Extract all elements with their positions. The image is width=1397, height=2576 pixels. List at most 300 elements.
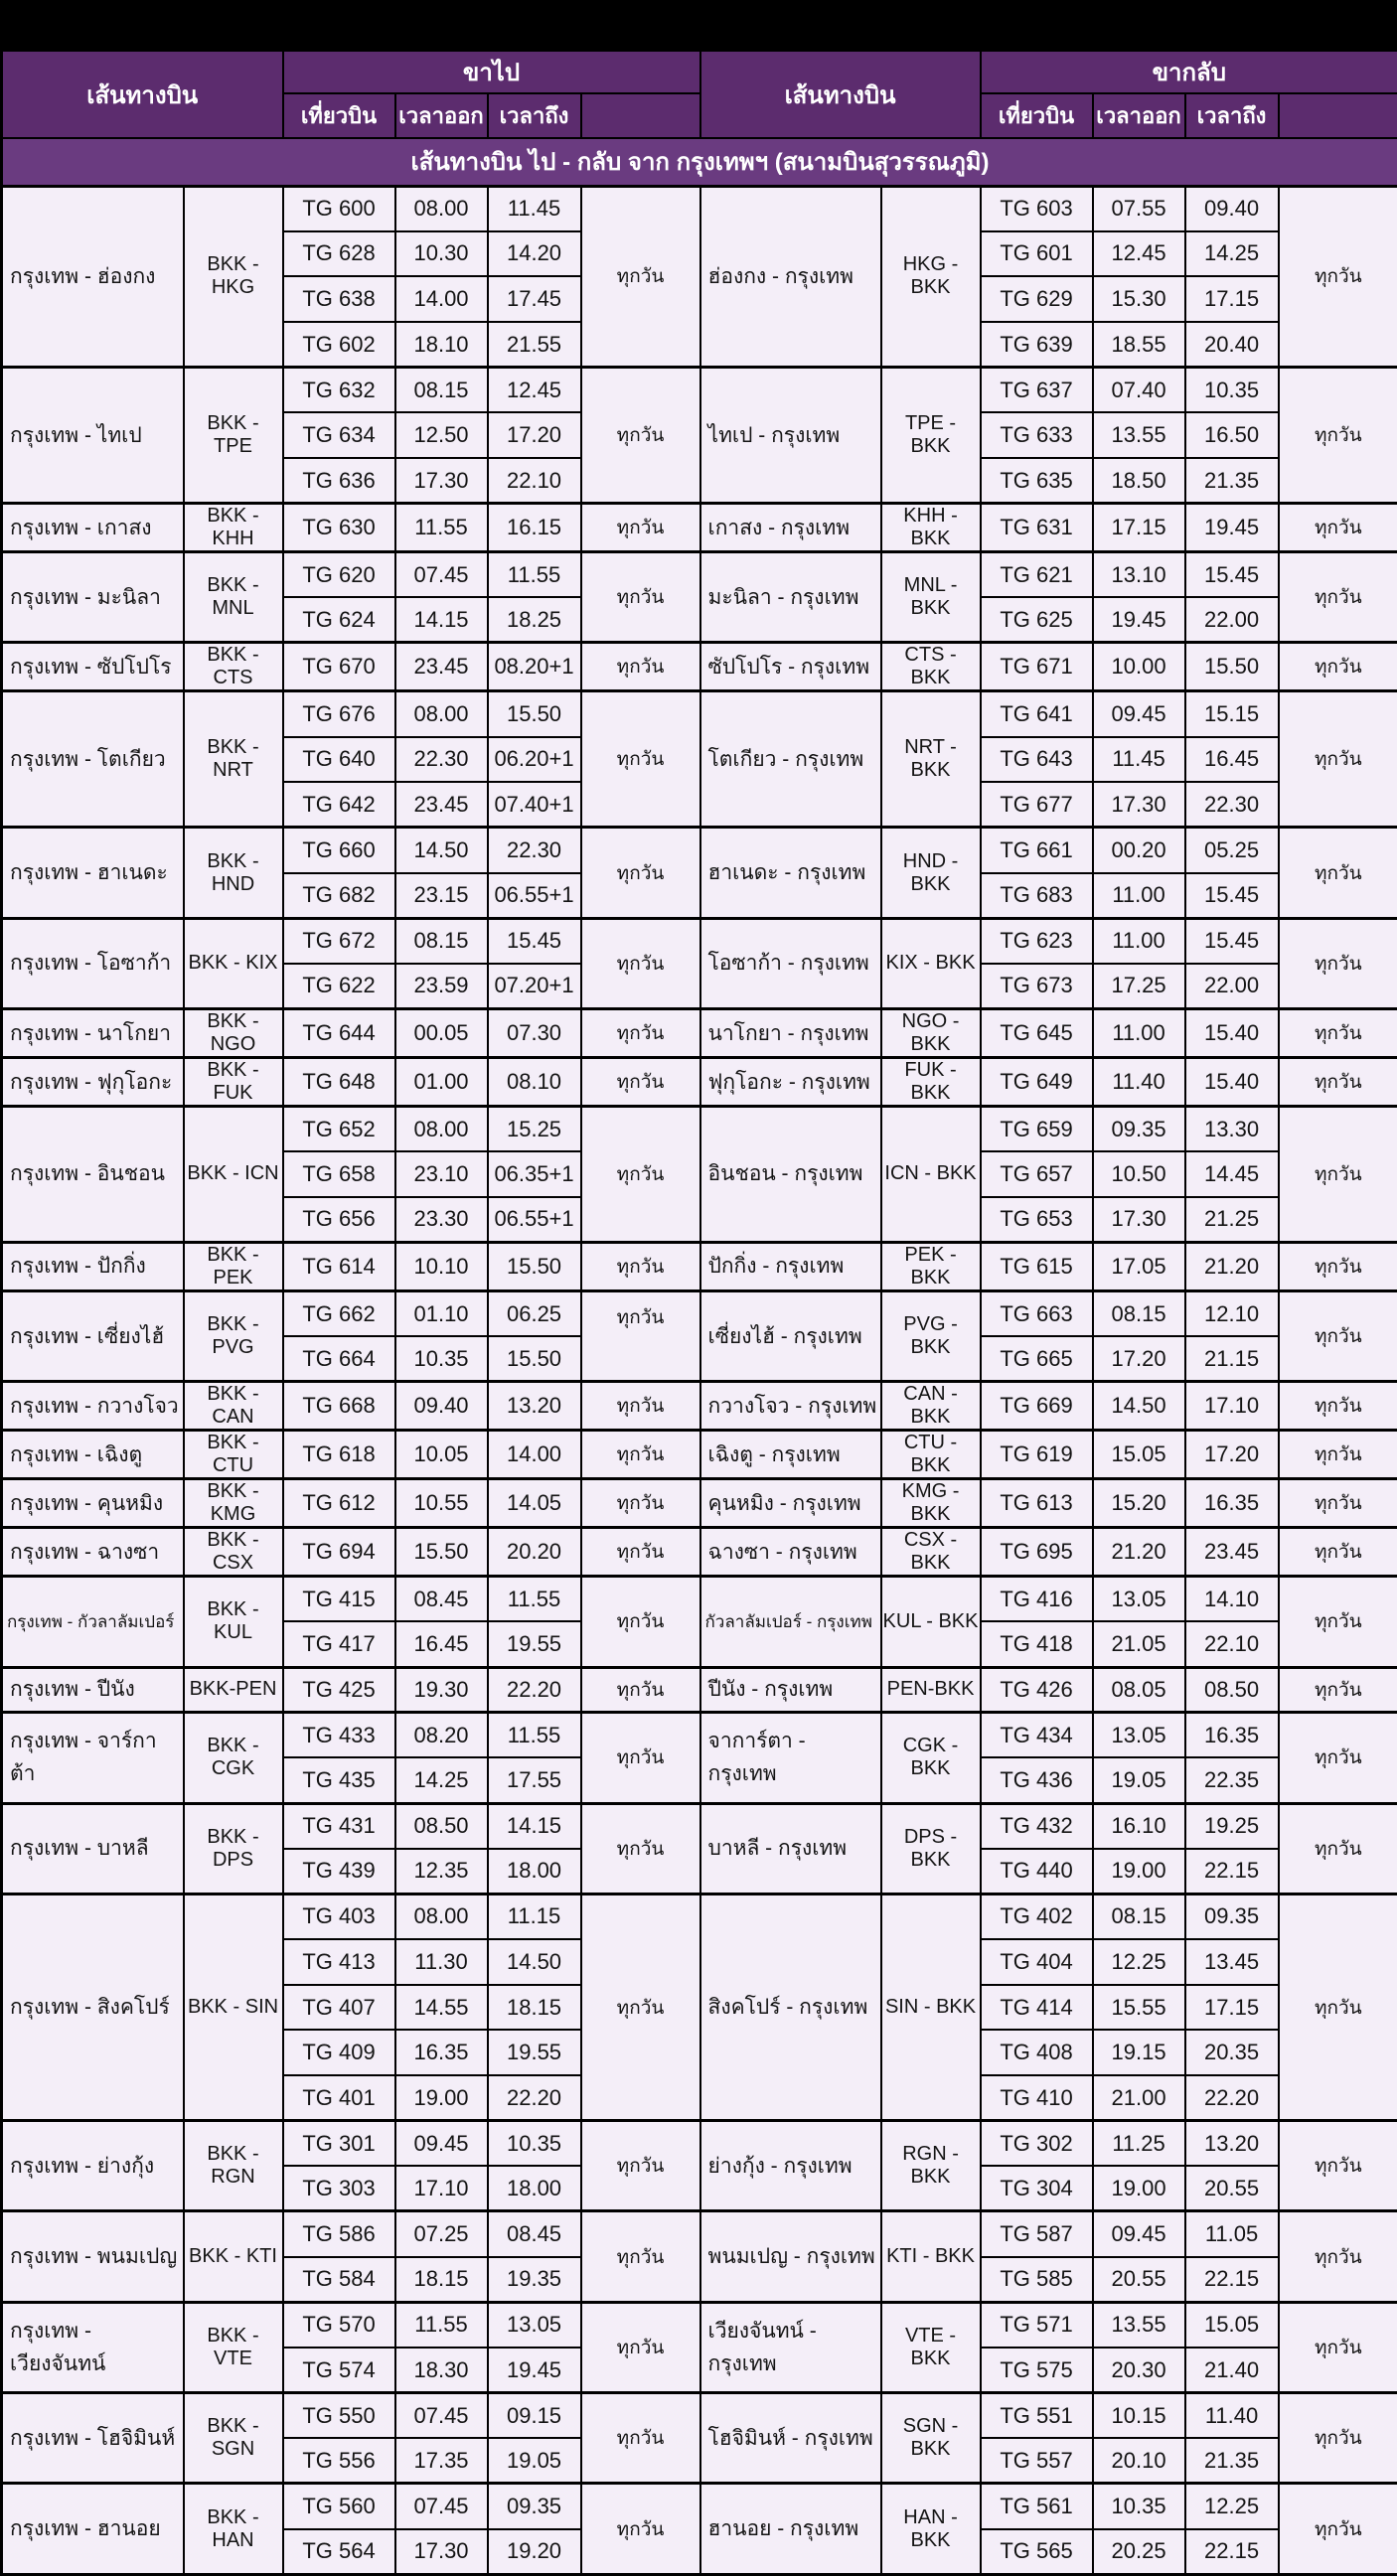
route-code-cell-return: CAN - BKK [881, 1382, 981, 1431]
route-cell-outbound: กรุงเทพ - สิงคโปร์ [2, 1894, 184, 2120]
arrive-time-cell: 08.50 [1185, 1667, 1279, 1713]
depart-time-cell: 09.45 [395, 2121, 488, 2167]
route-cell-return: ฮ่องกง - กรุงเทพ [700, 186, 881, 368]
arrive-time-cell: 21.55 [488, 322, 581, 368]
route-cell-outbound: กรุงเทพ - ฉางซา [2, 1528, 184, 1577]
route-code-cell-outbound: BKK - HND [184, 828, 283, 918]
route-cell-return: จาการ์ตา - กรุงเทพ [700, 1713, 881, 1803]
frequency-cell-outbound: ทุกวัน [581, 828, 700, 918]
arrive-time-cell: 22.20 [488, 1667, 581, 1713]
route-cell-return: กัวลาลัมเปอร์ - กรุงเทพ [700, 1577, 881, 1667]
arrive-time-cell: 22.00 [1185, 964, 1279, 1009]
flight-no-cell: TG 644 [283, 1009, 395, 1058]
flight-no-cell: TG 671 [981, 643, 1093, 691]
flight-no-cell: TG 642 [283, 782, 395, 828]
depart-time-cell: 10.30 [395, 231, 488, 277]
depart-time-cell: 23.59 [395, 964, 488, 1009]
route-cell-outbound: กรุงเทพ - เซี่ยงไฮ้ [2, 1290, 184, 1381]
route-cell-outbound: กรุงเทพ - ซัปโปโร [2, 643, 184, 691]
route-code-cell-return: MNL - BKK [881, 552, 981, 643]
timetable-row [2, 504, 1397, 552]
depart-time-cell: 16.45 [395, 1621, 488, 1667]
frequency-cell-return: ทุกวัน [1279, 1479, 1397, 1528]
frequency-cell-outbound: ทุกวัน [581, 2211, 700, 2302]
route-cell-outbound: กรุงเทพ - ฮ่องกง [2, 186, 184, 368]
depart-time-cell: 08.20 [395, 1713, 488, 1758]
depart-time-cell: 17.25 [1093, 964, 1185, 1009]
route-cell-return: ปีนัง - กรุงเทพ [700, 1667, 881, 1713]
arrive-time-cell: 17.45 [488, 276, 581, 322]
timetable-row [2, 1058, 1397, 1107]
depart-time-cell: 18.50 [1093, 458, 1185, 504]
arrive-time-cell: 14.25 [1185, 231, 1279, 277]
depart-time-cell: 08.15 [1093, 1894, 1185, 1939]
depart-time-cell: 19.30 [395, 1667, 488, 1713]
route-cell-return: โฮจิมินห์ - กรุงเทพ [700, 2393, 881, 2484]
timetable-row [2, 1713, 1397, 1758]
arrive-time-cell: 17.15 [1185, 1985, 1279, 2031]
arrive-time-cell: 10.35 [1185, 368, 1279, 413]
flight-no-cell: TG 661 [981, 828, 1093, 873]
arrive-time-cell: 15.40 [1185, 1009, 1279, 1058]
route-code-cell-return: KUL - BKK [881, 1577, 981, 1667]
route-code-cell-return: SGN - BKK [881, 2393, 981, 2484]
arrive-time-cell: 06.35+1 [488, 1151, 581, 1197]
arrive-time-cell: 19.20 [488, 2529, 581, 2575]
flight-no-cell: TG 676 [283, 691, 395, 737]
frequency-cell-outbound: ทุกวัน [581, 1382, 700, 1431]
depart-time-cell: 11.55 [395, 504, 488, 552]
depart-time-cell: 12.35 [395, 1849, 488, 1894]
arrive-time-cell: 17.20 [1185, 1431, 1279, 1479]
flight-no-cell: TG 640 [283, 737, 395, 783]
route-cell-outbound: กรุงเทพ - ฮานอย [2, 2484, 184, 2574]
depart-time-cell: 14.55 [395, 1985, 488, 2031]
arrive-time-cell: 10.35 [488, 2121, 581, 2167]
flight-no-cell: TG 561 [981, 2484, 1093, 2529]
arrive-time-cell: 14.20 [488, 231, 581, 277]
arrive-time-cell: 14.50 [488, 1939, 581, 1985]
timetable-row [2, 1009, 1397, 1058]
frequency-cell-return: ทุกวัน [1279, 1894, 1397, 2120]
route-cell-outbound: กรุงเทพ - อินชอน [2, 1107, 184, 1243]
flight-no-cell: TG 648 [283, 1058, 395, 1107]
header-return-label: ขากลับ [981, 51, 1397, 94]
arrive-time-cell: 21.40 [1185, 2348, 1279, 2393]
frequency-cell-return: ทุกวัน [1279, 2302, 1397, 2392]
flight-no-cell: TG 633 [981, 412, 1093, 458]
depart-time-cell: 19.00 [395, 2075, 488, 2121]
arrive-time-cell: 13.45 [1185, 1939, 1279, 1985]
route-cell-return: ฮาเนดะ - กรุงเทพ [700, 828, 881, 918]
depart-time-cell: 11.00 [1093, 918, 1185, 964]
depart-time-cell: 17.35 [395, 2438, 488, 2484]
route-cell-outbound: กรุงเทพ - พนมเปญ [2, 2211, 184, 2302]
flight-no-cell: TG 668 [283, 1382, 395, 1431]
depart-time-cell: 17.20 [1093, 1336, 1185, 1382]
frequency-cell-return: ทุกวัน [1279, 2393, 1397, 2484]
depart-time-cell: 19.00 [1093, 1849, 1185, 1894]
header-route-outbound: เส้นทางบิน [2, 51, 283, 139]
frequency-cell-return: ทุกวัน [1279, 918, 1397, 1008]
flight-no-cell: TG 564 [283, 2529, 395, 2575]
depart-time-cell: 20.25 [1093, 2529, 1185, 2575]
depart-time-cell: 11.00 [1093, 1009, 1185, 1058]
flight-no-cell: TG 550 [283, 2393, 395, 2439]
arrive-time-cell: 22.10 [1185, 1621, 1279, 1667]
depart-time-cell: 08.45 [395, 1577, 488, 1622]
route-cell-return: ฉางซา - กรุงเทพ [700, 1528, 881, 1577]
flight-no-cell: TG 670 [283, 643, 395, 691]
route-cell-return: พนมเปญ - กรุงเทพ [700, 2211, 881, 2302]
arrive-time-cell: 09.35 [488, 2484, 581, 2529]
timetable-row [2, 1431, 1397, 1479]
arrive-time-cell: 15.25 [488, 1107, 581, 1152]
depart-time-cell: 10.35 [1093, 2484, 1185, 2529]
depart-time-cell: 12.50 [395, 412, 488, 458]
frequency-cell-outbound: ทุกวัน [581, 918, 700, 1008]
route-cell-return: อินชอน - กรุงเทพ [700, 1107, 881, 1243]
flight-no-cell: TG 570 [283, 2302, 395, 2348]
timetable-row [2, 828, 1397, 873]
arrive-time-cell: 18.00 [488, 1849, 581, 1894]
depart-time-cell: 19.15 [1093, 2030, 1185, 2075]
frequency-cell-outbound: ทุกวัน [581, 2484, 700, 2574]
route-code-cell-return: PEK - BKK [881, 1242, 981, 1290]
timetable-row [2, 186, 1397, 231]
frequency-cell-outbound: ทุกวัน [581, 504, 700, 552]
route-code-cell-return: HAN - BKK [881, 2484, 981, 2574]
frequency-cell-return: ทุกวัน [1279, 643, 1397, 691]
timetable-row [2, 2211, 1397, 2257]
route-cell-outbound: กรุงเทพ - คุนหมิง [2, 1479, 184, 1528]
frequency-cell-return: ทุกวัน [1279, 552, 1397, 643]
route-cell-return: ปักกิ่ง - กรุงเทพ [700, 1242, 881, 1290]
frequency-cell-return: ทุกวัน [1279, 1667, 1397, 1713]
route-code-cell-return: HND - BKK [881, 828, 981, 918]
route-cell-return: เฉิงตู - กรุงเทพ [700, 1431, 881, 1479]
flight-no-cell: TG 408 [981, 2030, 1093, 2075]
frequency-cell-outbound: ทุกวัน [581, 186, 700, 368]
depart-time-cell: 17.30 [395, 2529, 488, 2575]
route-code-cell-return: RGN - BKK [881, 2121, 981, 2211]
depart-time-cell: 08.00 [395, 1894, 488, 1939]
flight-no-cell: TG 629 [981, 276, 1093, 322]
route-code-cell-outbound: BKK - KUL [184, 1577, 283, 1667]
arrive-time-cell: 06.55+1 [488, 873, 581, 919]
subheader-frequency-out [581, 93, 700, 138]
route-code-cell-outbound: BKK - KHH [184, 504, 283, 552]
flight-no-cell: TG 303 [283, 2166, 395, 2211]
depart-time-cell: 08.05 [1093, 1667, 1185, 1713]
flight-no-cell: TG 413 [283, 1939, 395, 1985]
arrive-time-cell: 12.45 [488, 368, 581, 413]
depart-time-cell: 07.40 [1093, 368, 1185, 413]
arrive-time-cell: 11.55 [488, 1577, 581, 1622]
route-cell-outbound: กรุงเทพ - นาโกยา [2, 1009, 184, 1058]
flight-no-cell: TG 600 [283, 186, 395, 231]
arrive-time-cell: 21.35 [1185, 2438, 1279, 2484]
flight-no-cell: TG 404 [981, 1939, 1093, 1985]
flight-no-cell: TG 439 [283, 1849, 395, 1894]
flight-no-cell: TG 624 [283, 597, 395, 643]
flight-no-cell: TG 682 [283, 873, 395, 919]
arrive-time-cell: 15.40 [1185, 1058, 1279, 1107]
frequency-cell-outbound: ทุกวัน [581, 1107, 700, 1243]
route-code-cell-outbound: BKK-PEN [184, 1667, 283, 1713]
depart-time-cell: 10.00 [1093, 643, 1185, 691]
route-code-cell-return: KHH - BKK [881, 504, 981, 552]
arrive-time-cell: 16.35 [1185, 1713, 1279, 1758]
arrive-time-cell: 22.20 [488, 2075, 581, 2121]
depart-time-cell: 07.25 [395, 2211, 488, 2257]
frequency-cell-outbound: ทุกวัน [581, 643, 700, 691]
depart-time-cell: 17.15 [1093, 504, 1185, 552]
flight-no-cell: TG 586 [283, 2211, 395, 2257]
subheader-depart-ret: เวลาออก [1093, 93, 1185, 138]
depart-time-cell: 13.05 [1093, 1713, 1185, 1758]
route-cell-return: โอซาก้า - กรุงเทพ [700, 918, 881, 1008]
flight-no-cell: TG 635 [981, 458, 1093, 504]
arrive-time-cell: 11.40 [1185, 2393, 1279, 2439]
arrive-time-cell: 09.40 [1185, 186, 1279, 231]
depart-time-cell: 18.15 [395, 2257, 488, 2303]
route-cell-outbound: กรุงเทพ - โฮจิมินห์ [2, 2393, 184, 2484]
flight-no-cell: TG 664 [283, 1336, 395, 1382]
route-cell-outbound: กรุงเทพ - มะนิลา [2, 552, 184, 643]
flight-no-cell: TG 641 [981, 691, 1093, 737]
depart-time-cell: 11.40 [1093, 1058, 1185, 1107]
arrive-time-cell: 22.35 [1185, 1757, 1279, 1803]
flight-no-cell: TG 653 [981, 1197, 1093, 1243]
flight-no-cell: TG 574 [283, 2348, 395, 2393]
depart-time-cell: 18.55 [1093, 322, 1185, 368]
banner-title: เส้นทางบิน ไป - กลับ จาก กรุงเทพฯ (สนามบินสุวรรณภูมิ) [2, 138, 1397, 186]
flight-no-cell: TG 659 [981, 1107, 1093, 1152]
route-code-cell-return: SIN - BKK [881, 1894, 981, 2120]
depart-time-cell: 17.30 [1093, 1197, 1185, 1243]
arrive-time-cell: 08.20+1 [488, 643, 581, 691]
frequency-cell-outbound: ทุกวัน [581, 1667, 700, 1713]
flight-no-cell: TG 409 [283, 2030, 395, 2075]
arrive-time-cell: 15.45 [1185, 918, 1279, 964]
timetable-body [2, 186, 1397, 2574]
frequency-cell-outbound: ทุกวัน [581, 1713, 700, 1803]
depart-time-cell: 12.25 [1093, 1939, 1185, 1985]
route-cell-return: เซี่ยงไฮ้ - กรุงเทพ [700, 1290, 881, 1381]
frequency-cell-return: ทุกวัน [1279, 1713, 1397, 1803]
arrive-time-cell: 15.45 [488, 918, 581, 964]
arrive-time-cell: 15.45 [1185, 552, 1279, 598]
flight-no-cell: TG 618 [283, 1431, 395, 1479]
depart-time-cell: 14.25 [395, 1757, 488, 1803]
depart-time-cell: 14.50 [1093, 1382, 1185, 1431]
arrive-time-cell: 19.55 [488, 1621, 581, 1667]
flight-no-cell: TG 694 [283, 1528, 395, 1577]
route-code-cell-return: PEN-BKK [881, 1667, 981, 1713]
arrive-time-cell: 11.55 [488, 552, 581, 598]
arrive-time-cell: 22.20 [1185, 2075, 1279, 2121]
depart-time-cell: 15.05 [1093, 1431, 1185, 1479]
route-code-cell-outbound: BKK - VTE [184, 2302, 283, 2392]
route-cell-return: เวียงจันทน์ - กรุงเทพ [700, 2302, 881, 2392]
route-code-cell-outbound: BKK - KTI [184, 2211, 283, 2302]
depart-time-cell: 13.55 [1093, 2302, 1185, 2348]
route-cell-return: สิงคโปร์ - กรุงเทพ [700, 1894, 881, 2120]
depart-time-cell: 15.55 [1093, 1985, 1185, 2031]
arrive-time-cell: 22.30 [1185, 782, 1279, 828]
arrive-time-cell: 06.55+1 [488, 1197, 581, 1243]
arrive-time-cell: 17.15 [1185, 276, 1279, 322]
timetable-row [2, 552, 1397, 598]
route-code-cell-outbound: BKK - DPS [184, 1803, 283, 1894]
arrive-time-cell: 16.45 [1185, 737, 1279, 783]
arrive-time-cell: 19.45 [1185, 504, 1279, 552]
depart-time-cell: 13.55 [1093, 412, 1185, 458]
flight-no-cell: TG 417 [283, 1621, 395, 1667]
depart-time-cell: 23.45 [395, 643, 488, 691]
arrive-time-cell: 11.15 [488, 1894, 581, 1939]
route-code-cell-outbound: BKK - HAN [184, 2484, 283, 2574]
flight-no-cell: TG 436 [981, 1757, 1093, 1803]
arrive-time-cell: 22.15 [1185, 2257, 1279, 2303]
arrive-time-cell: 19.05 [488, 2438, 581, 2484]
arrive-time-cell: 22.30 [488, 828, 581, 873]
flight-no-cell: TG 645 [981, 1009, 1093, 1058]
flight-no-cell: TG 585 [981, 2257, 1093, 2303]
route-cell-return: บาหลี - กรุงเทพ [700, 1803, 881, 1894]
route-code-cell-outbound: BKK - CAN [184, 1382, 283, 1431]
flight-no-cell: TG 665 [981, 1336, 1093, 1382]
depart-time-cell: 08.50 [395, 1803, 488, 1849]
flight-no-cell: TG 652 [283, 1107, 395, 1152]
depart-time-cell: 18.30 [395, 2348, 488, 2393]
depart-time-cell: 00.20 [1093, 828, 1185, 873]
arrive-time-cell: 21.35 [1185, 458, 1279, 504]
flight-timetable [0, 49, 1397, 2576]
arrive-time-cell: 13.05 [488, 2302, 581, 2348]
arrive-time-cell: 19.35 [488, 2257, 581, 2303]
flight-no-cell: TG 625 [981, 597, 1093, 643]
arrive-time-cell: 12.10 [1185, 1290, 1279, 1336]
timetable-row [2, 1894, 1397, 1939]
route-code-cell-return: VTE - BKK [881, 2302, 981, 2392]
route-code-cell-outbound: BKK - CSX [184, 1528, 283, 1577]
frequency-cell-return: ทุกวัน [1279, 368, 1397, 504]
depart-time-cell: 10.15 [1093, 2393, 1185, 2439]
route-code-cell-outbound: BKK - RGN [184, 2121, 283, 2211]
route-cell-outbound: กรุงเทพ - ฟุกุโอกะ [2, 1058, 184, 1107]
route-code-cell-return: CSX - BKK [881, 1528, 981, 1577]
arrive-time-cell: 17.20 [488, 412, 581, 458]
subheader-arrive-out: เวลาถึง [488, 93, 581, 138]
arrive-time-cell: 21.25 [1185, 1197, 1279, 1243]
route-cell-outbound: กรุงเทพ - โอซาก้า [2, 918, 184, 1008]
arrive-time-cell: 20.20 [488, 1528, 581, 1577]
frequency-cell-outbound: ทุกวัน [581, 2121, 700, 2211]
route-code-cell-outbound: BKK - CTU [184, 1431, 283, 1479]
depart-time-cell: 09.45 [1093, 691, 1185, 737]
flight-no-cell: TG 571 [981, 2302, 1093, 2348]
flight-no-cell: TG 660 [283, 828, 395, 873]
arrive-time-cell: 21.20 [1185, 1242, 1279, 1290]
arrive-time-cell: 23.45 [1185, 1528, 1279, 1577]
arrive-time-cell: 22.15 [1185, 1849, 1279, 1894]
frequency-cell-outbound: ทุกวัน [581, 368, 700, 504]
depart-time-cell: 16.10 [1093, 1803, 1185, 1849]
frequency-cell-outbound: ทุกวัน [581, 1058, 700, 1107]
flight-no-cell: TG 638 [283, 276, 395, 322]
route-code-cell-return: CGK - BKK [881, 1713, 981, 1803]
flight-no-cell: TG 649 [981, 1058, 1093, 1107]
route-cell-outbound: กรุงเทพ - โตเกียว [2, 691, 184, 828]
route-code-cell-return: TPE - BKK [881, 368, 981, 504]
arrive-time-cell: 16.15 [488, 504, 581, 552]
depart-time-cell: 11.25 [1093, 2121, 1185, 2167]
depart-time-cell: 17.30 [395, 458, 488, 504]
route-code-cell-return: KTI - BKK [881, 2211, 981, 2302]
depart-time-cell: 23.15 [395, 873, 488, 919]
frequency-cell-return: ทุกวัน [1279, 1382, 1397, 1431]
timetable-row [2, 1577, 1397, 1622]
route-cell-outbound: กรุงเทพ - กัวลาลัมเปอร์ [2, 1577, 184, 1667]
frequency-cell-outbound: ทุกวัน [581, 1009, 700, 1058]
flight-no-cell: TG 602 [283, 322, 395, 368]
flight-no-cell: TG 643 [981, 737, 1093, 783]
depart-time-cell: 13.10 [1093, 552, 1185, 598]
depart-time-cell: 17.30 [1093, 782, 1185, 828]
flight-no-cell: TG 304 [981, 2166, 1093, 2211]
frequency-cell-return: ทุกวัน [1279, 2121, 1397, 2211]
frequency-cell-return: ทุกวัน [1279, 1009, 1397, 1058]
route-code-cell-outbound: BKK - PVG [184, 1290, 283, 1381]
arrive-time-cell: 15.05 [1185, 2302, 1279, 2348]
route-cell-outbound: กรุงเทพ - ปีนัง [2, 1667, 184, 1713]
frequency-cell-outbound: ทุกวัน [581, 2302, 700, 2392]
frequency-cell-outbound: ทุกวัน [581, 1528, 700, 1577]
flight-no-cell: TG 614 [283, 1242, 395, 1290]
frequency-cell-outbound: ทุกวัน [581, 1431, 700, 1479]
arrive-time-cell: 21.15 [1185, 1336, 1279, 1382]
flight-no-cell: TG 620 [283, 552, 395, 598]
frequency-cell-return: ทุกวัน [1279, 1290, 1397, 1381]
flight-no-cell: TG 416 [981, 1577, 1093, 1622]
flight-no-cell: TG 415 [283, 1577, 395, 1622]
flight-no-cell: TG 621 [981, 552, 1093, 598]
depart-time-cell: 14.50 [395, 828, 488, 873]
flight-no-cell: TG 656 [283, 1197, 395, 1243]
subheader-flight-ret: เที่ยวบิน [981, 93, 1093, 138]
depart-time-cell: 17.05 [1093, 1242, 1185, 1290]
route-code-cell-return: NRT - BKK [881, 691, 981, 828]
depart-time-cell: 16.35 [395, 2030, 488, 2075]
route-cell-outbound: กรุงเทพ - เวียงจันทน์ [2, 2302, 184, 2392]
arrive-time-cell: 13.20 [1185, 2121, 1279, 2167]
flight-no-cell: TG 401 [283, 2075, 395, 2121]
depart-time-cell: 09.35 [1093, 1107, 1185, 1152]
route-code-cell-return: CTS - BKK [881, 643, 981, 691]
route-cell-outbound: กรุงเทพ - บาหลี [2, 1803, 184, 1894]
arrive-time-cell: 19.55 [488, 2030, 581, 2075]
depart-time-cell: 08.15 [395, 918, 488, 964]
flight-no-cell: TG 426 [981, 1667, 1093, 1713]
arrive-time-cell: 20.40 [1185, 322, 1279, 368]
flight-no-cell: TG 410 [981, 2075, 1093, 2121]
depart-time-cell: 20.10 [1093, 2438, 1185, 2484]
timetable-row [2, 1242, 1397, 1290]
depart-time-cell: 11.30 [395, 1939, 488, 1985]
flight-no-cell: TG 587 [981, 2211, 1093, 2257]
